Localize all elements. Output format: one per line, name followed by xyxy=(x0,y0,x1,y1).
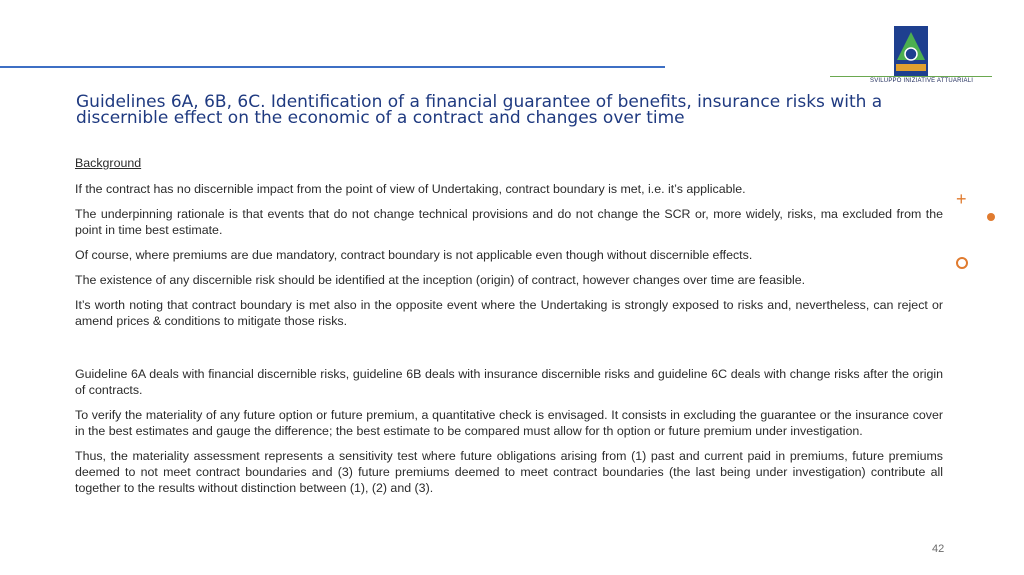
body-paragraph: It’s worth noting that contract boundary is met also in the opposite event where the Undertaking is strongly exposed to risks and, nevertheless, can reject or amend prices & conditions to mitigate those risks. xyxy=(75,298,943,328)
decorative-dot-icon xyxy=(987,213,995,221)
decorative-ring-icon xyxy=(956,257,968,269)
body-paragraph: Of course, where premiums are due mandatory, contract boundary is not applicable even though without discernible effects. xyxy=(75,248,753,262)
paragraph-spacer xyxy=(75,338,943,366)
page-number: 42 xyxy=(932,543,945,555)
body-paragraph: The existence of any discernible risk should be identified at the inception (origin) of contract, however changes over time are feasible. xyxy=(75,273,806,287)
logo-emblem xyxy=(894,26,928,76)
logo-underline xyxy=(830,76,992,77)
background-heading: Background xyxy=(75,156,142,170)
logo-text: SVILUPPO INIZIATIVE ATTUARIALI xyxy=(870,78,974,84)
decorative-plus-icon: + xyxy=(956,189,967,209)
header-rule xyxy=(0,66,665,68)
company-logo xyxy=(830,26,992,86)
body-paragraph: If the contract has no discernible impact from the point of view of Undertaking, contract boundary is met, i.e. it’s applicable. xyxy=(75,182,746,196)
body-paragraph: To verify the materiality of any future option or future premium, a quantitative check is envisaged. It consists in excluding the guarantee or the insurance cover in the best estimates and gauge the difference; the best estimate to be compared must allow for th option or future premium under investigation. xyxy=(75,408,943,438)
body-paragraph: Guideline 6A deals with financial discernible risks, guideline 6B deals with insurance discernible risks and guideline 6C deals with change risks after the origin of contracts. xyxy=(75,367,943,397)
body-paragraph: The underpinning rationale is that events that do not change technical provisions and do not change the SCR or, more widely, risks, ma excluded from the point in time best estimate. xyxy=(75,207,943,237)
slide-title: Guidelines 6A, 6B, 6C. Identification of a financial guarantee of benefits, insurance risks with a discernible effect on the economic of a contract and changes over time xyxy=(76,92,883,128)
body-paragraph: Thus, the materiality assessment represents a sensitivity test where future obligations arising from (1) past and current paid in premiums, future premiums deemed to not meet contract boundaries and (3) future premiums deemed to meet contract boundaries (the last being under investigation) contribute all together to the results without distinction between (1), (2) and (3). xyxy=(75,449,943,495)
slide-body xyxy=(75,155,943,505)
